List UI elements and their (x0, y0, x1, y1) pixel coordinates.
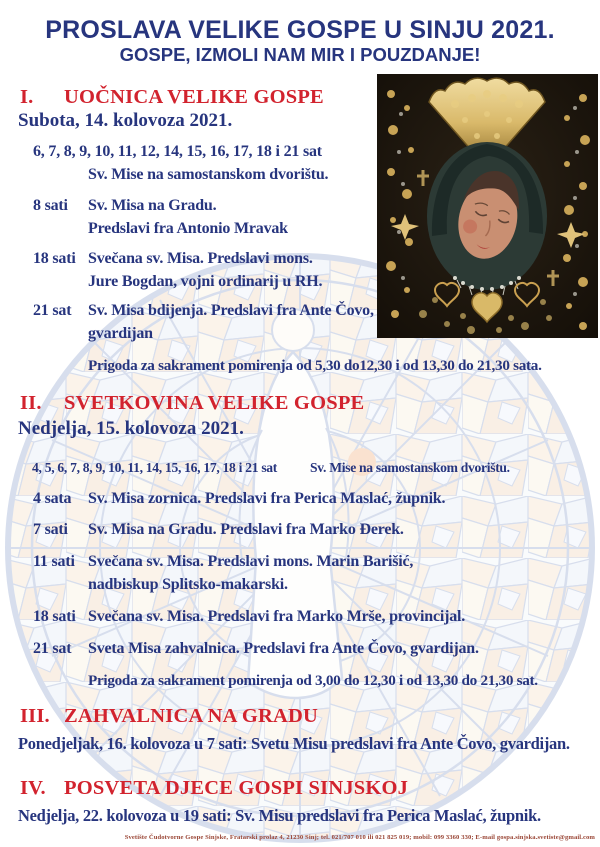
schedule-line: Sv. Mise na samostanskom dvorištu. (88, 166, 329, 183)
section-2-title: SVETKOVINA VELIKE GOSPE (64, 392, 365, 414)
section-3-text: Ponedjeljak, 16. kolovoza u 7 sati: Svetu Misu predslavi fra Ante Čovo, gvardijan. (18, 734, 570, 753)
schedule-time: 18 sati (33, 250, 76, 267)
schedule-line: nadbiskup Splitsko-makarski. (88, 576, 288, 593)
schedule-time: 21 sat (33, 640, 72, 657)
schedule-line: Svečana sv. Misa. Predslavi mons. (88, 250, 313, 267)
section-2-date: Nedjelja, 15. kolovoza 2021. (18, 418, 244, 439)
section-3-heading (20, 705, 318, 728)
masses-desc: Sv. Mise na samostanskom dvorištu. (310, 460, 510, 475)
page-subtitle: GOSPE, IZMOLI NAM MIR I POUZDANJE! (119, 44, 481, 65)
confession-note: Prigoda za sakrament pomirenja od 5,30 do12,30 i od 13,30 do 21,30 sata. (88, 357, 542, 374)
schedule-line: Sv. Misa na Gradu. (88, 197, 217, 214)
schedule-time: 18 sati (33, 608, 76, 625)
schedule-line: Svečana sv. Misa. Predslavi mons. Marin Barišić, (88, 553, 414, 570)
footer-contact: Svetište Čudotvorne Gospe Sinjske, Fratarski prolaz 4, 21230 Sinj; tel. 021/707 010 ili 021 825 019; mobil: 099 3360 330; E-mail gospa.sinjska.svetiste@gmail.com (124, 834, 595, 841)
schedule-line: Sveta Misa zahvalnica. Predslavi fra Ante Čovo, gvardijan. (88, 640, 479, 657)
schedule-line: Predslavi fra Antonio Mravak (88, 220, 288, 237)
masses-times-line: 4, 5, 6, 7, 8, 9, 10, 11, 14, 15, 16, 17, 18 i 21 sat (32, 460, 278, 475)
schedule-time: 21 sat (33, 302, 72, 319)
section-2-numeral: II. (20, 392, 42, 414)
schedule-time: 4 sata (33, 490, 72, 507)
section-4-text: Nedjelja, 22. kolovoza u 19 sati: Sv. Misu predslavi fra Perica Maslać, župnik. (18, 806, 541, 825)
section-1-date: Subota, 14. kolovoza 2021. (18, 110, 233, 131)
confession-note: Prigoda za sakrament pomirenja od 3,00 do 12,30 i od 13,30 do 21,30 sat. (88, 672, 538, 689)
section-4-numeral: IV. (20, 777, 46, 799)
section-1-numeral: I. (20, 86, 34, 108)
schedule-line: Jure Bogdan, vojni ordinarij u RH. (88, 273, 323, 290)
page-title: PROSLAVA VELIKE GOSPE U SINJU 2021. (45, 16, 555, 44)
schedule-line: 6, 7, 8, 9, 10, 11, 12, 14, 15, 16, 17, 18 i 21 sat (33, 143, 322, 160)
gospa-sinjska-image (377, 74, 598, 338)
schedule-time: 7 sati (33, 521, 68, 538)
schedule-line: Svečana sv. Misa. Predslavi fra Marko Mrše, provincijal. (88, 608, 466, 625)
section-2-heading (20, 392, 364, 415)
section-4-heading (20, 777, 408, 800)
schedule-time: 11 sati (33, 553, 75, 570)
schedule-line: Sv. Misa zornica. Predslavi fra Perica Maslać, župnik. (88, 490, 446, 507)
schedule-line: Sv. Misa na Gradu. Predslavi fra Marko Đerek. (88, 521, 404, 538)
section-3-numeral: III. (20, 705, 50, 727)
section-1-heading (20, 86, 324, 109)
section-4-title: POSVETA DJECE GOSPI SINJSKOJ (64, 777, 409, 799)
schedule-time: 8 sati (33, 197, 68, 214)
section-3-title: ZAHVALNICA NA GRADU (64, 705, 319, 727)
schedule-line: Sv. Misa bdijenja. Predslavi fra Ante Čovo, (88, 302, 374, 319)
section-1-title: UOČNICA VELIKE GOSPE (64, 86, 324, 108)
schedule-line: gvardijan (88, 325, 153, 342)
